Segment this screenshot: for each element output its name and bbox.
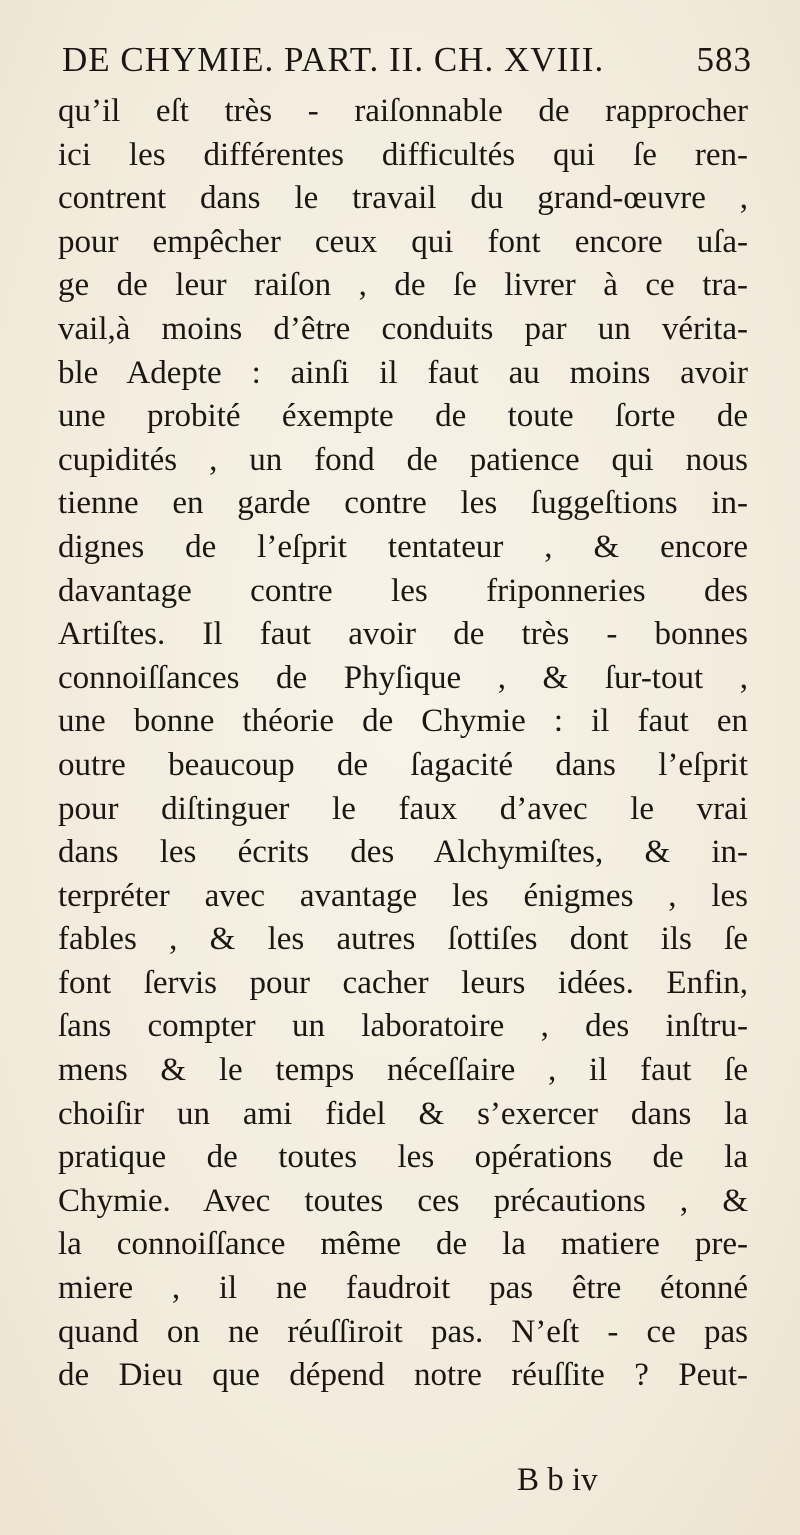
text-line: tienne en garde contre les ſuggeſtions in-: [58, 485, 748, 522]
text-line: terpréter avec avantage les énigmes , les: [58, 877, 748, 914]
text-line: vail,à moins d’être conduits par un vérita-: [58, 310, 748, 347]
text-line: dignes de l’eſprit tentateur , & encore: [58, 528, 748, 565]
text-line: de Dieu que dépend notre réuſſite ? Peut-: [58, 1357, 748, 1394]
text-line: la connoiſſance même de la matiere pre-: [58, 1226, 748, 1263]
text-line: cupidités , un fond de patience qui nous: [58, 441, 748, 478]
text-line: connoiſſances de Phyſique , & ſur-tout ,: [58, 659, 748, 696]
text-line: Chymie. Avec toutes ces précautions , &: [58, 1182, 748, 1219]
text-line: mens & le temps néceſſaire , il faut ſe: [58, 1052, 748, 1089]
text-line: qu’il eſt très - raiſonnable de rapprocher: [58, 93, 748, 129]
text-line: une bonne théorie de Chymie : il faut en: [58, 703, 748, 740]
text-line: dans les écrits des Alchymiſtes, & in-: [58, 834, 748, 871]
text-line: pour diſtinguer le faux d’avec le vrai: [58, 790, 748, 827]
text-line: ble Adepte : ainſi il faut au moins avoir: [58, 354, 748, 391]
text-line: Artiſtes. Il faut avoir de très - bonnes: [58, 616, 748, 653]
text-line: outre beaucoup de ſagacité dans l’eſprit: [58, 746, 748, 783]
text-line: contrent dans le travail du grand-œuvre ,: [58, 180, 748, 217]
text-line: davantage contre les friponneries des: [58, 572, 748, 609]
text-line: ici les différentes difficultés qui ſe ren-: [58, 136, 748, 173]
signature-mark: B b iv: [517, 1462, 598, 1498]
body-text: [58, 90, 748, 1398]
text-line: quand on ne réuſſiroit pas. N’eſt - ce pas: [58, 1313, 748, 1350]
text-line: ſans compter un laboratoire , des inſtru-: [58, 1008, 748, 1045]
text-line: choiſir un ami fidel & s’exercer dans la: [58, 1095, 748, 1132]
text-line: ge de leur raiſon , de ſe livrer à ce tra-: [58, 267, 748, 304]
text-line: font ſervis pour cacher leurs idées. Enfin,: [58, 964, 748, 1001]
text-line: miere , il ne faudroit pas être étonné: [58, 1270, 748, 1307]
running-title: DE CHYMIE. PART. II. CH. XVIII.: [62, 40, 605, 79]
page-number: 583: [696, 40, 752, 79]
text-line: une probité éxempte de toute ſorte de: [58, 398, 748, 435]
text-line: pratique de toutes les opérations de la: [58, 1139, 748, 1176]
text-line: pour empêcher ceux qui font encore uſa-: [58, 223, 748, 260]
text-line: fables , & les autres ſottiſes dont ils ſe: [58, 921, 748, 958]
page-header: [62, 40, 752, 80]
